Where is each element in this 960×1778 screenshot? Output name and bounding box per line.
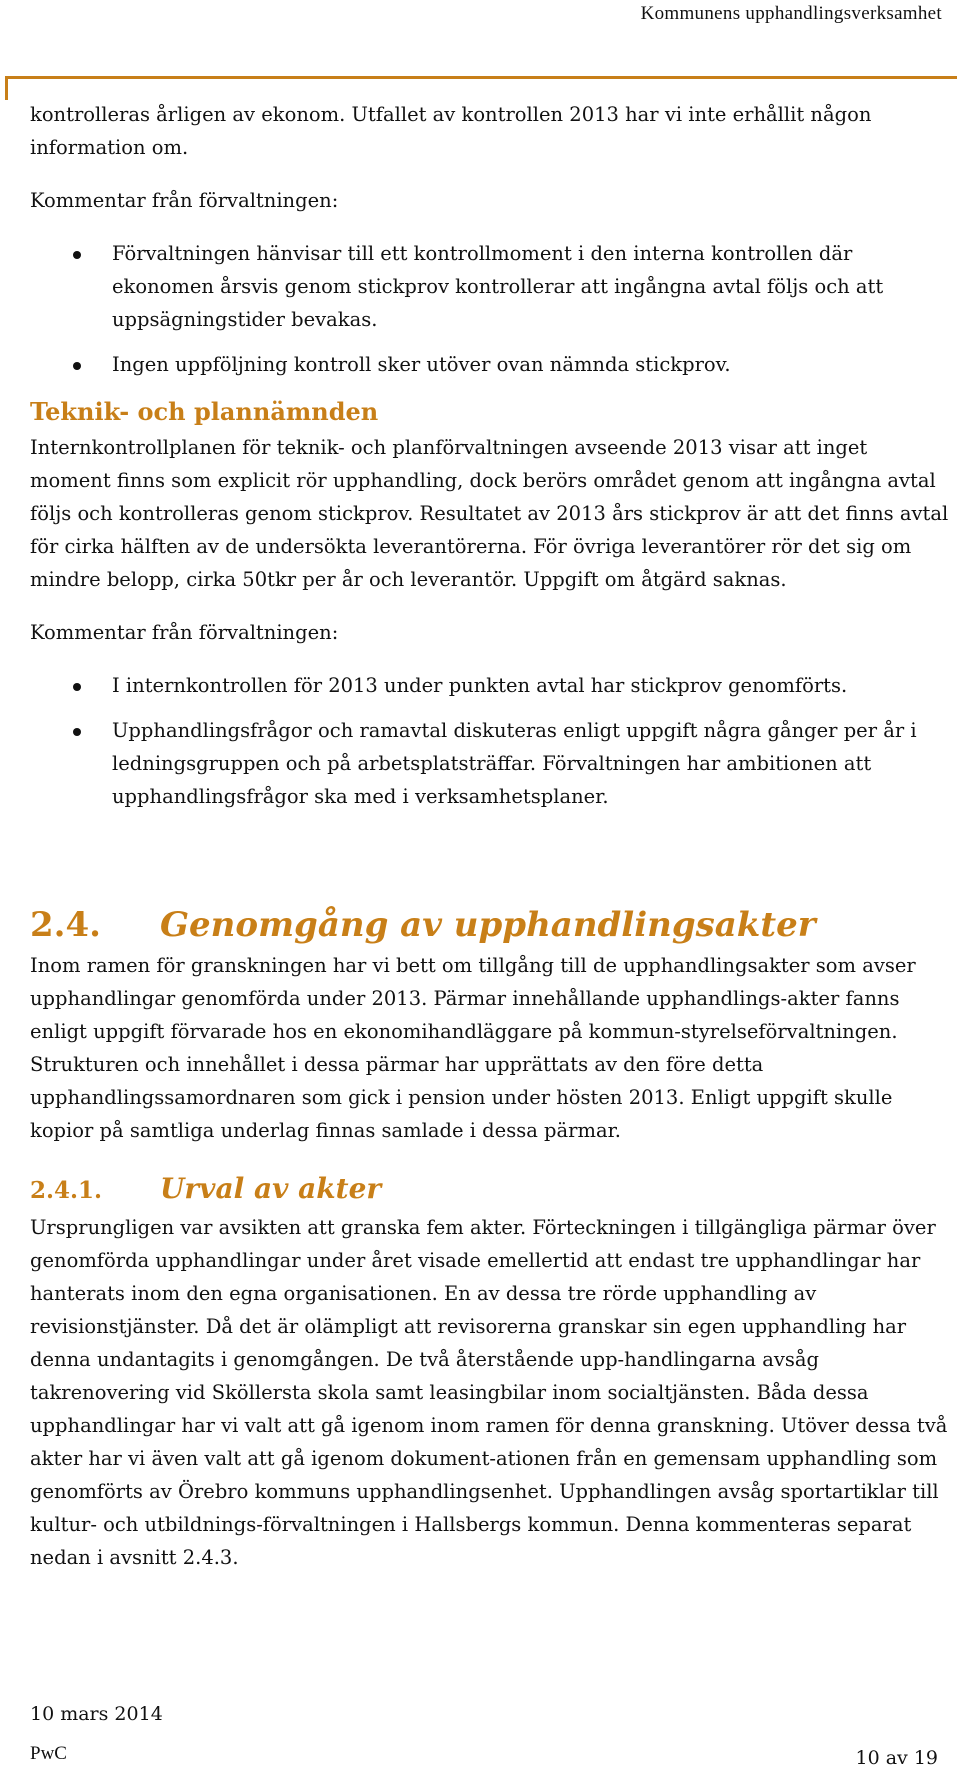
section-2-4-heading bbox=[30, 901, 950, 949]
bullet-icon bbox=[73, 728, 81, 736]
list-item bbox=[30, 348, 950, 381]
list-item bbox=[30, 237, 950, 336]
bullet-text: I internkontrollen för 2013 under punkten avtal har stickprov genomförts. bbox=[112, 674, 848, 697]
teknik-bullet-list bbox=[30, 669, 950, 813]
teknik-paragraph: Internkontrollplanen för teknik- och planförvaltningen avseende 2013 visar att inget moment finns som explicit rör upphandling, dock berörs området genom att ingångna avtal följs och kontrolleras genom stickprov. Resultatet av 2013 års stickprov är att det finns avtal för cirka hälften av de undersökta leverantörerna. För övriga leverantörer rör det sig om mindre belopp, cirka 50tkr per år och leverantör. Uppgift om åtgärd saknas. bbox=[30, 436, 949, 591]
section-2-4-1-heading bbox=[30, 1169, 950, 1211]
list-item bbox=[30, 714, 950, 813]
bullet-text: Ingen uppföljning kontroll sker utöver ovan nämnda stickprov. bbox=[112, 353, 731, 376]
section-title: Genomgång av upphandlingsakter bbox=[160, 905, 816, 945]
footer-page-number: 10 av 19 bbox=[855, 1747, 938, 1769]
bullet-text: Förvaltningen hänvisar till ett kontrollmoment i den interna kontrollen där ekonomen årsvis genom stickprov kontrollerar att ingångna avtal följs och att uppsägningstider bevakas. bbox=[112, 242, 884, 331]
teknik-comment-label: Kommentar från förvaltningen: bbox=[30, 621, 339, 644]
list-item bbox=[30, 669, 950, 702]
section-2-4-paragraph: Inom ramen för granskningen har vi bett om tillgång till de upphandlingsakter som avser upphandlingar genomförda under 2013. Pärmar innehållande upphandlings-akter fanns enligt uppgift förvarade hos en ekonomihandläggare på kommun-styrelseförvaltningen. Strukturen och innehållet i dessa pärmar har upprättats av den före detta upphandlingssamordnaren som gick i pension under hösten 2013. Enligt uppgift skulle kopior på samtliga underlag finnas samlade i dessa pärmar. bbox=[30, 954, 916, 1142]
bullet-icon bbox=[73, 683, 81, 691]
section-2-4-1-paragraph: Ursprungligen var avsikten att granska fem akter. Förteckningen i tillgängliga pärmar över genomförda upphandlingar under året visade emellertid att endast tre upphandlingar har hanterats inom den egna organisationen. En av dessa tre rörde upphandling av revisionstjänster. Då det är olämpligt att revisorerna granskar sin egen upphandling har denna undantagits i genomgången. De två återstående upp-handlingarna avsåg takrenovering vid Sköllersta skola samt leasingbilar inom socialtjänsten. Båda dessa upphandlingar har vi valt att gå igenom inom ramen för denna granskning. Utöver dessa två akter har vi även valt att gå igenom dokument-ationen från en gemensam upphandling som genomförts av Örebro kommuns upphandlingsenhet. Upphandlingen avsåg sportartiklar till kultur- och utbildnings-förvaltningen i Hallsbergs kommun. Denna kommenteras separat nedan i avsnitt 2.4.3. bbox=[30, 1216, 948, 1569]
section-number: 2.4.1. bbox=[30, 1177, 103, 1204]
bullet-text: Upphandlingsfrågor och ramavtal diskuteras enligt uppgift några gånger per år i ledningsgruppen och på arbetsplatsträffar. Förvaltningen har ambitionen att upphandlingsfrågor ska med i verksamhetsplaner. bbox=[112, 719, 917, 808]
bullet-icon bbox=[73, 251, 81, 259]
header-rule bbox=[5, 76, 957, 79]
footer-organization: PwC bbox=[30, 1743, 67, 1764]
header-title: Kommunens upphandlingsverksamhet bbox=[640, 3, 942, 24]
page-content bbox=[30, 98, 950, 1574]
intro-comment-label: Kommentar från förvaltningen: bbox=[30, 189, 339, 212]
footer-date: 10 mars 2014 bbox=[30, 1703, 163, 1725]
intro-bullet-list bbox=[30, 237, 950, 381]
teknik-heading: Teknik- och plannämnden bbox=[30, 397, 379, 426]
section-title: Urval av akter bbox=[160, 1172, 382, 1205]
section-number: 2.4. bbox=[30, 905, 101, 945]
bullet-icon bbox=[73, 362, 81, 370]
intro-paragraph: kontrolleras årligen av ekonom. Utfallet av kontrollen 2013 har vi inte erhållit någon information om. bbox=[30, 103, 872, 159]
header-corner-tick bbox=[5, 76, 8, 100]
